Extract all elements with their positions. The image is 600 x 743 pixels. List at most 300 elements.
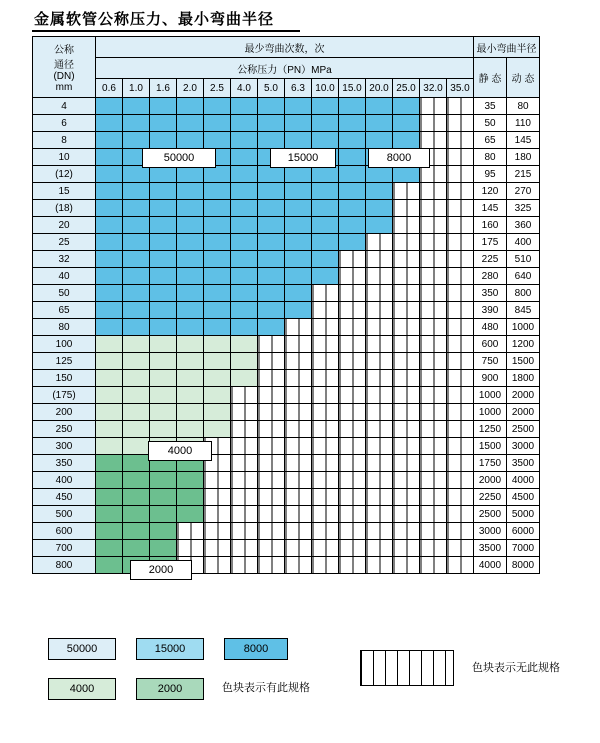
- cell-spec: [447, 438, 474, 455]
- cell-spec: [258, 472, 285, 489]
- cell-dynamic-radius: 2000: [507, 404, 540, 421]
- cell-static-radius: 80: [474, 149, 507, 166]
- cell-dynamic-radius: 7000: [507, 540, 540, 557]
- cell-spec: [150, 353, 177, 370]
- cell-spec: [420, 336, 447, 353]
- cell-spec: [285, 438, 312, 455]
- dn-line-4: mm: [55, 82, 73, 93]
- cell-spec: [339, 183, 366, 200]
- cell-static-radius: 95: [474, 166, 507, 183]
- table-body: [33, 98, 540, 574]
- cell-dynamic-radius: 270: [507, 183, 540, 200]
- header-pressure: 公称压力（PN）MPa: [96, 58, 474, 79]
- cell-static-radius: 2250: [474, 489, 507, 506]
- cell-static-radius: 280: [474, 268, 507, 285]
- cell-dynamic-radius: 6000: [507, 523, 540, 540]
- callout-box: 2000: [130, 560, 192, 580]
- cell-spec: [123, 455, 150, 472]
- table-row: [33, 489, 540, 506]
- cell-dn: 500: [33, 506, 96, 523]
- cell-spec: [447, 336, 474, 353]
- cell-static-radius: 145: [474, 200, 507, 217]
- cell-spec: [150, 200, 177, 217]
- cell-spec: [123, 115, 150, 132]
- cell-spec: [420, 421, 447, 438]
- cell-dynamic-radius: 5000: [507, 506, 540, 523]
- cell-spec: [96, 251, 123, 268]
- cell-spec: [258, 421, 285, 438]
- cell-spec: [393, 557, 420, 574]
- cell-spec: [393, 183, 420, 200]
- cell-spec: [420, 183, 447, 200]
- cell-spec: [150, 115, 177, 132]
- cell-spec: [393, 115, 420, 132]
- cell-static-radius: 35: [474, 98, 507, 115]
- cell-dn: 150: [33, 370, 96, 387]
- cell-static-radius: 3000: [474, 523, 507, 540]
- cell-spec: [150, 540, 177, 557]
- cell-spec: [285, 98, 312, 115]
- table-row: [33, 132, 540, 149]
- cell-spec: [447, 489, 474, 506]
- cell-spec: [123, 268, 150, 285]
- cell-spec: [258, 438, 285, 455]
- cell-spec: [312, 336, 339, 353]
- cell-spec: [312, 183, 339, 200]
- cell-spec: [123, 506, 150, 523]
- cell-spec: [177, 489, 204, 506]
- cell-static-radius: 4000: [474, 557, 507, 574]
- cell-spec: [123, 183, 150, 200]
- cell-spec: [150, 472, 177, 489]
- cell-spec: [231, 438, 258, 455]
- cell-spec: [420, 438, 447, 455]
- cell-spec: [312, 506, 339, 523]
- cell-static-radius: 1250: [474, 421, 507, 438]
- cell-spec: [123, 523, 150, 540]
- cell-spec: [447, 302, 474, 319]
- cell-dynamic-radius: 215: [507, 166, 540, 183]
- cell-spec: [123, 166, 150, 183]
- cell-spec: [312, 557, 339, 574]
- cell-spec: [231, 183, 258, 200]
- cell-spec: [447, 285, 474, 302]
- cell-spec: [150, 98, 177, 115]
- cell-spec: [177, 506, 204, 523]
- cell-spec: [204, 506, 231, 523]
- cell-spec: [258, 98, 285, 115]
- cell-spec: [204, 115, 231, 132]
- cell-spec: [96, 540, 123, 557]
- cell-spec: [123, 217, 150, 234]
- cell-spec: [177, 523, 204, 540]
- cell-spec: [204, 523, 231, 540]
- cell-spec: [123, 302, 150, 319]
- cell-spec: [366, 336, 393, 353]
- cell-spec: [339, 132, 366, 149]
- cell-spec: [393, 404, 420, 421]
- cell-spec: [258, 370, 285, 387]
- cell-spec: [96, 285, 123, 302]
- cell-spec: [204, 98, 231, 115]
- cell-spec: [339, 404, 366, 421]
- cell-spec: [312, 166, 339, 183]
- cell-spec: [150, 421, 177, 438]
- cell-spec: [420, 285, 447, 302]
- cell-spec: [312, 438, 339, 455]
- cell-spec: [447, 404, 474, 421]
- cell-spec: [204, 268, 231, 285]
- cell-spec: [258, 217, 285, 234]
- cell-spec: [366, 455, 393, 472]
- cell-spec: [96, 200, 123, 217]
- cell-dynamic-radius: 4500: [507, 489, 540, 506]
- cell-spec: [96, 217, 123, 234]
- cell-spec: [339, 251, 366, 268]
- cell-spec: [285, 302, 312, 319]
- cell-spec: [96, 319, 123, 336]
- cell-dn: 65: [33, 302, 96, 319]
- header-bend-times: 最少弯曲次数，次: [96, 37, 474, 58]
- cell-dn: 15: [33, 183, 96, 200]
- cell-spec: [420, 115, 447, 132]
- cell-spec: [285, 370, 312, 387]
- cell-spec: [420, 370, 447, 387]
- cell-spec: [339, 506, 366, 523]
- cell-spec: [366, 438, 393, 455]
- cell-spec: [366, 319, 393, 336]
- cell-spec: [393, 132, 420, 149]
- cell-spec: [96, 472, 123, 489]
- cell-spec: [393, 489, 420, 506]
- table-row: [33, 370, 540, 387]
- cell-spec: [258, 523, 285, 540]
- cell-spec: [204, 404, 231, 421]
- cell-spec: [339, 319, 366, 336]
- cell-spec: [393, 302, 420, 319]
- cell-spec: [312, 98, 339, 115]
- cell-spec: [231, 251, 258, 268]
- cell-spec: [204, 217, 231, 234]
- cell-spec: [231, 387, 258, 404]
- cell-spec: [312, 251, 339, 268]
- cell-spec: [231, 217, 258, 234]
- header-dynamic: 动 态: [507, 58, 540, 98]
- cell-spec: [177, 183, 204, 200]
- cell-dn: (18): [33, 200, 96, 217]
- cell-spec: [339, 472, 366, 489]
- cell-spec: [420, 523, 447, 540]
- cell-spec: [123, 234, 150, 251]
- cell-spec: [339, 353, 366, 370]
- cell-spec: [123, 472, 150, 489]
- cell-spec: [285, 336, 312, 353]
- legend-color-note: 色块表示有此规格: [222, 682, 310, 694]
- cell-spec: [96, 132, 123, 149]
- cell-spec: [285, 387, 312, 404]
- cell-dynamic-radius: 400: [507, 234, 540, 251]
- callout-box: 15000: [270, 148, 336, 168]
- cell-spec: [366, 285, 393, 302]
- cell-spec: [285, 200, 312, 217]
- cell-spec: [177, 268, 204, 285]
- cell-dynamic-radius: 845: [507, 302, 540, 319]
- cell-spec: [231, 166, 258, 183]
- cell-dynamic-radius: 1800: [507, 370, 540, 387]
- cell-spec: [231, 370, 258, 387]
- cell-spec: [258, 115, 285, 132]
- pressure-col-header: 5.0: [258, 79, 285, 98]
- pressure-col-header: 4.0: [231, 79, 258, 98]
- cell-static-radius: 480: [474, 319, 507, 336]
- cell-dynamic-radius: 3500: [507, 455, 540, 472]
- cell-spec: [96, 438, 123, 455]
- cell-spec: [204, 183, 231, 200]
- cell-spec: [123, 319, 150, 336]
- cell-spec: [285, 455, 312, 472]
- cell-spec: [339, 166, 366, 183]
- cell-spec: [420, 387, 447, 404]
- cell-spec: [177, 472, 204, 489]
- cell-static-radius: 750: [474, 353, 507, 370]
- header-static: 静 态: [474, 58, 507, 98]
- cell-dynamic-radius: 325: [507, 200, 540, 217]
- cell-static-radius: 50: [474, 115, 507, 132]
- cell-spec: [447, 506, 474, 523]
- cell-spec: [420, 217, 447, 234]
- cell-spec: [366, 353, 393, 370]
- cell-spec: [366, 506, 393, 523]
- cell-spec: [285, 421, 312, 438]
- cell-spec: [447, 387, 474, 404]
- cell-spec: [393, 472, 420, 489]
- cell-spec: [312, 217, 339, 234]
- table-row: [33, 353, 540, 370]
- cell-spec: [285, 557, 312, 574]
- cell-spec: [204, 166, 231, 183]
- cell-spec: [150, 285, 177, 302]
- spec-table: [32, 36, 540, 574]
- cell-spec: [96, 353, 123, 370]
- cell-spec: [177, 302, 204, 319]
- cell-spec: [258, 404, 285, 421]
- cell-spec: [204, 336, 231, 353]
- cell-spec: [150, 183, 177, 200]
- table-row: [33, 183, 540, 200]
- cell-spec: [177, 166, 204, 183]
- cell-dynamic-radius: 180: [507, 149, 540, 166]
- cell-spec: [96, 523, 123, 540]
- legend-hatch-note: 色块表示无此规格: [472, 662, 560, 674]
- cell-spec: [312, 234, 339, 251]
- cell-static-radius: 390: [474, 302, 507, 319]
- cell-spec: [204, 319, 231, 336]
- cell-spec: [123, 353, 150, 370]
- cell-dn: 40: [33, 268, 96, 285]
- cell-spec: [204, 132, 231, 149]
- cell-spec: [231, 200, 258, 217]
- table-row: [33, 438, 540, 455]
- cell-static-radius: 120: [474, 183, 507, 200]
- cell-spec: [258, 132, 285, 149]
- cell-spec: [123, 438, 150, 455]
- cell-spec: [96, 387, 123, 404]
- cell-spec: [393, 251, 420, 268]
- legend-box-15000: [136, 638, 204, 660]
- cell-spec: [312, 387, 339, 404]
- cell-spec: [447, 132, 474, 149]
- cell-spec: [231, 268, 258, 285]
- cell-dn: 50: [33, 285, 96, 302]
- cell-spec: [366, 302, 393, 319]
- cell-spec: [366, 251, 393, 268]
- cell-spec: [339, 336, 366, 353]
- cell-spec: [393, 523, 420, 540]
- cell-spec: [366, 421, 393, 438]
- cell-spec: [366, 472, 393, 489]
- cell-spec: [393, 540, 420, 557]
- cell-spec: [366, 523, 393, 540]
- cell-spec: [123, 370, 150, 387]
- cell-spec: [393, 506, 420, 523]
- cell-spec: [96, 557, 123, 574]
- cell-spec: [447, 251, 474, 268]
- cell-spec: [204, 234, 231, 251]
- cell-spec: [285, 319, 312, 336]
- cell-spec: [204, 557, 231, 574]
- cell-spec: [177, 370, 204, 387]
- cell-spec: [393, 455, 420, 472]
- cell-spec: [204, 251, 231, 268]
- cell-spec: [177, 404, 204, 421]
- table-row: [33, 540, 540, 557]
- cell-dn: 200: [33, 404, 96, 421]
- cell-spec: [447, 540, 474, 557]
- cell-spec: [231, 489, 258, 506]
- cell-static-radius: 1000: [474, 387, 507, 404]
- cell-spec: [123, 489, 150, 506]
- cell-dn: (175): [33, 387, 96, 404]
- header-row-1: [33, 37, 540, 58]
- cell-spec: [150, 234, 177, 251]
- cell-spec: [285, 523, 312, 540]
- cell-spec: [258, 319, 285, 336]
- cell-spec: [366, 115, 393, 132]
- legend-box-2000: [136, 678, 204, 700]
- cell-spec: [258, 251, 285, 268]
- cell-spec: [285, 183, 312, 200]
- cell-spec: [366, 132, 393, 149]
- cell-spec: [150, 506, 177, 523]
- cell-spec: [312, 455, 339, 472]
- cell-spec: [150, 166, 177, 183]
- cell-spec: [231, 234, 258, 251]
- table-row: [33, 268, 540, 285]
- cell-spec: [231, 149, 258, 166]
- cell-dynamic-radius: 360: [507, 217, 540, 234]
- cell-spec: [420, 506, 447, 523]
- cell-spec: [447, 319, 474, 336]
- cell-spec: [96, 98, 123, 115]
- legend-label-4000: 4000: [69, 683, 95, 695]
- cell-spec: [177, 200, 204, 217]
- cell-dynamic-radius: 1000: [507, 319, 540, 336]
- cell-spec: [258, 506, 285, 523]
- callout-box: 8000: [368, 148, 430, 168]
- cell-spec: [123, 285, 150, 302]
- cell-dn: 100: [33, 336, 96, 353]
- cell-spec: [312, 489, 339, 506]
- cell-spec: [393, 421, 420, 438]
- cell-spec: [339, 523, 366, 540]
- table-row: [33, 421, 540, 438]
- cell-spec: [177, 234, 204, 251]
- table-row: [33, 166, 540, 183]
- cell-spec: [123, 200, 150, 217]
- table-row: [33, 217, 540, 234]
- cell-spec: [366, 234, 393, 251]
- cell-dynamic-radius: 2000: [507, 387, 540, 404]
- cell-spec: [231, 506, 258, 523]
- cell-spec: [231, 540, 258, 557]
- table-row: [33, 336, 540, 353]
- table-row: [33, 523, 540, 540]
- cell-spec: [231, 132, 258, 149]
- cell-spec: [393, 166, 420, 183]
- cell-spec: [285, 353, 312, 370]
- cell-spec: [285, 234, 312, 251]
- cell-spec: [96, 234, 123, 251]
- cell-spec: [177, 421, 204, 438]
- table-row: [33, 557, 540, 574]
- cell-spec: [312, 472, 339, 489]
- legend-label-8000: 8000: [243, 643, 269, 655]
- cell-dn: 800: [33, 557, 96, 574]
- cell-spec: [177, 251, 204, 268]
- legend-label-2000: 2000: [157, 683, 183, 695]
- cell-spec: [420, 200, 447, 217]
- legend-label-15000: 15000: [154, 643, 186, 655]
- cell-spec: [177, 336, 204, 353]
- table-row: [33, 455, 540, 472]
- cell-spec: [150, 336, 177, 353]
- cell-dn: 600: [33, 523, 96, 540]
- cell-spec: [420, 268, 447, 285]
- cell-spec: [393, 217, 420, 234]
- cell-spec: [150, 523, 177, 540]
- cell-spec: [447, 268, 474, 285]
- cell-spec: [285, 404, 312, 421]
- table-row: [33, 98, 540, 115]
- cell-spec: [204, 285, 231, 302]
- legend-box-4000: [48, 678, 116, 700]
- cell-static-radius: 900: [474, 370, 507, 387]
- cell-spec: [150, 319, 177, 336]
- cell-spec: [393, 438, 420, 455]
- cell-spec: [339, 217, 366, 234]
- cell-spec: [231, 353, 258, 370]
- table-header: [33, 37, 540, 98]
- cell-dynamic-radius: 800: [507, 285, 540, 302]
- cell-spec: [339, 387, 366, 404]
- cell-dynamic-radius: 640: [507, 268, 540, 285]
- cell-spec: [312, 302, 339, 319]
- cell-spec: [366, 200, 393, 217]
- pressure-col-header: 25.0: [393, 79, 420, 98]
- cell-spec: [285, 506, 312, 523]
- cell-spec: [339, 421, 366, 438]
- cell-spec: [258, 302, 285, 319]
